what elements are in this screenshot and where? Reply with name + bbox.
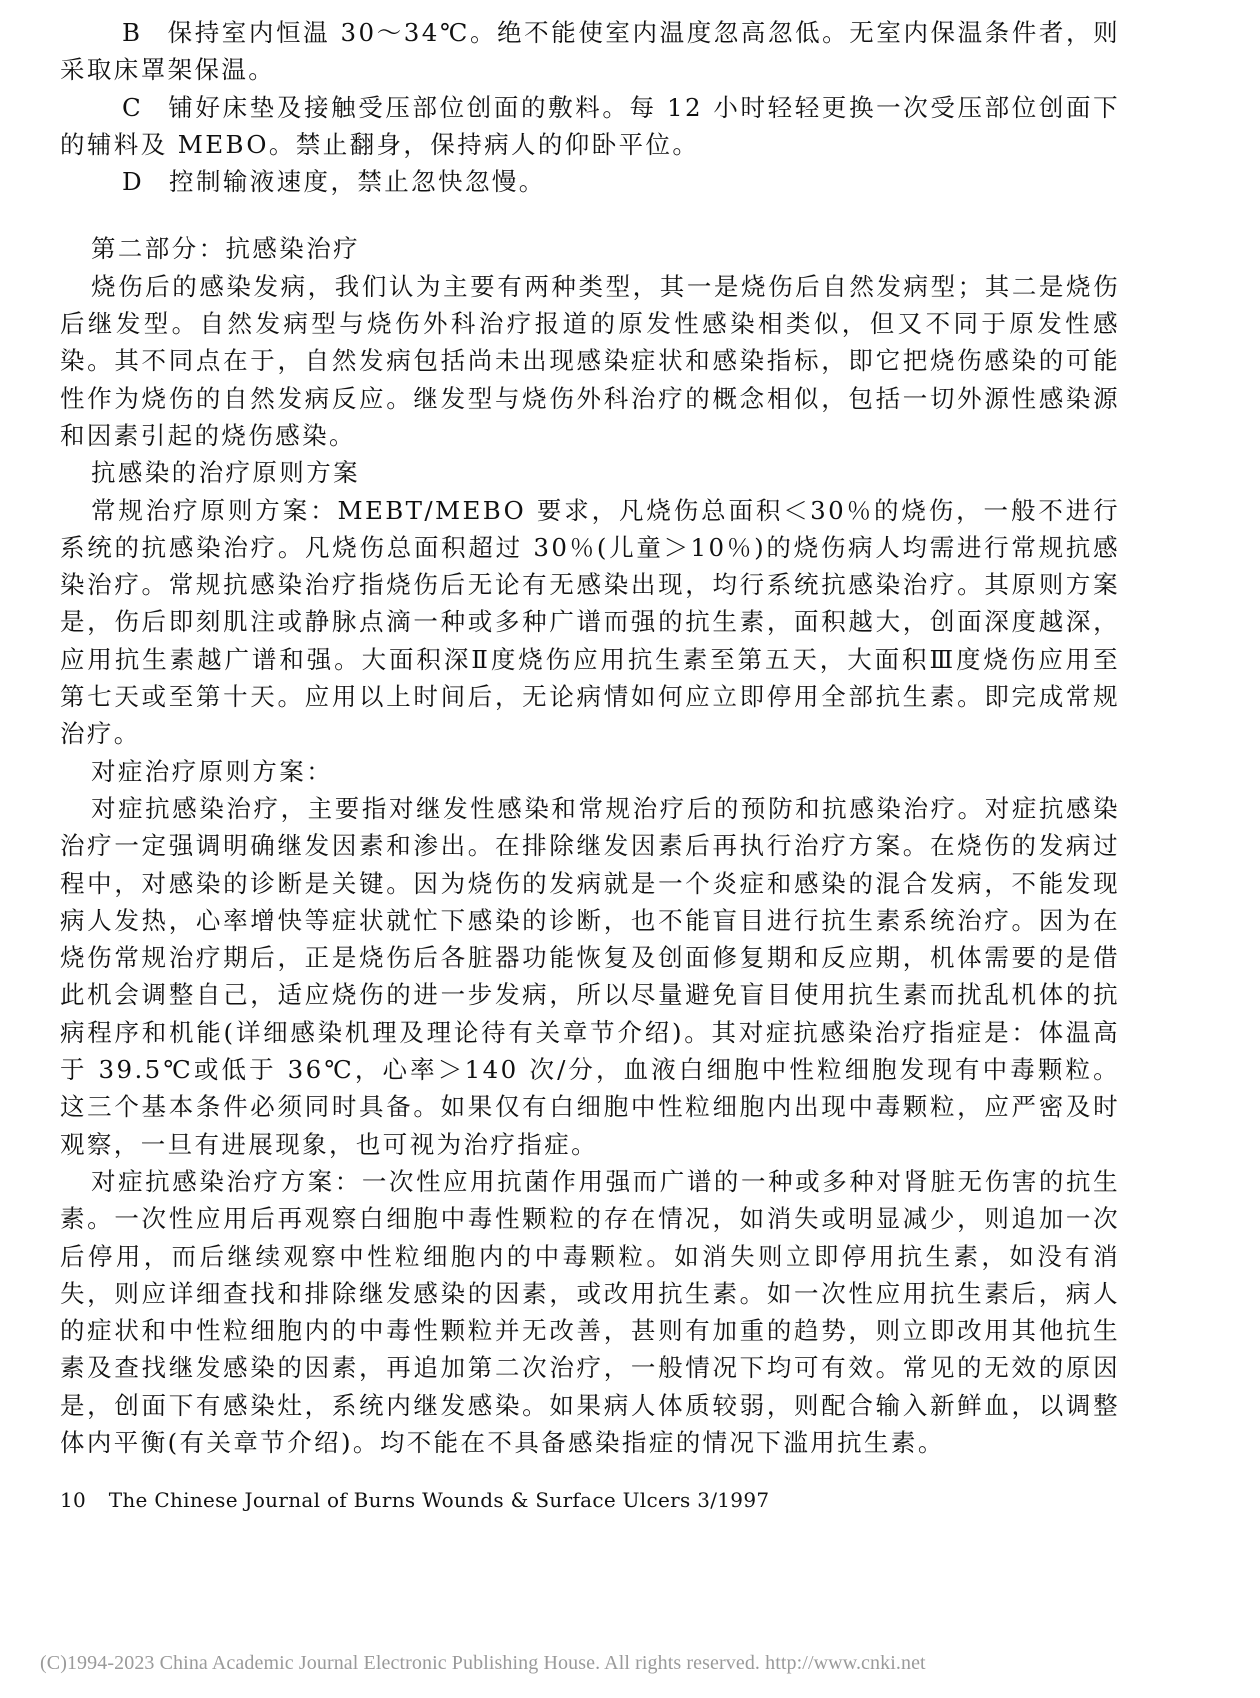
intro-paragraph: 烧伤后的感染发病，我们认为主要有两种类型，其一是烧伤后自然发病型；其二是烧伤后继发型。自然发病型与烧伤外科治疗报道的原发性感染相类似，但又不同于原发性感染。其不同点在于，自然发病包括尚未出现感染症状和感染指标，即它把烧伤感染的可能性作为烧伤的自然发病反应。继发型与烧伤外科治疗的概念相似，包括一切外源性感染源和因素引起的烧伤感染。	[60, 271, 1120, 450]
item-label: B	[122, 18, 143, 47]
list-item-c	[60, 89, 1120, 164]
item-label: D	[122, 167, 145, 197]
journal-citation: The Chinese Journal of Burns Wounds & Surface Ulcers 3/1997	[108, 1488, 770, 1512]
routine-paragraph: 常规治疗原则方案：MEBT/MEBO 要求，凡烧伤总面积＜30％的烧伤，一般不进行系统的抗感染治疗。凡烧伤总面积超过 30％(儿童＞10％)的烧伤病人均需进行常规抗感染治疗。常规抗感染治疗指烧伤后无论有无感染出现，均行系统抗感染治疗。其原则方案是，伤后即刻肌注或静脉点滴一种或多种广谱而强的抗生素，面积越大，创面深度越深，应用抗生素越广谱和强。大面积深Ⅱ度烧伤应用抗生素至第五天，大面积Ⅲ度烧伤应用至第七天或至第十天。应用以上时间后，无论病情如何应立即停用全部抗生素。即完成常规治疗。	[60, 495, 1120, 749]
item-label: C	[122, 92, 144, 122]
list-item-b	[60, 14, 1120, 89]
list-item-d	[60, 163, 1120, 200]
page-number: 10	[60, 1488, 87, 1512]
section-gap	[60, 200, 1120, 230]
subheading-principles: 抗感染的治疗原则方案	[91, 458, 360, 488]
copyright-notice: (C)1994-2023 China Academic Journal Electronic Publishing House. All rights reserved. http://www.cnki.net	[40, 1652, 926, 1674]
section-title: 第二部分：抗感染治疗	[91, 234, 360, 264]
article-body	[60, 14, 1120, 1461]
plan-paragraph: 对症抗感染治疗方案：一次性应用抗菌作用强而广谱的一种或多种对肾脏无伤害的抗生素。一次性应用后再观察白细胞中毒性颗粒的存在情况，如消失或明显减少，则追加一次后停用，而后继续观察中性粒细胞内的中毒颗粒。如消失则立即停用抗生素，如没有消失，则应详细查找和排除继发感染的因素，或改用抗生素。如一次性应用抗生素后，病人的症状和中性粒细胞内的中毒性颗粒并无改善，甚则有加重的趋势，则立即改用其他抗生素及查找继发感染的因素，再追加第二次治疗，一般情况下均可有效。常见的无效的原因是，创面下有感染灶，系统内继发感染。如果病人体质较弱，则配合输入新鲜血，以调整体内平衡(有关章节介绍)。均不能在不具备感染指症的情况下滥用抗生素。	[60, 1166, 1120, 1457]
subheading-symptomatic: 对症治疗原则方案：	[91, 756, 334, 786]
item-text: 保持室内恒温 30～34℃。绝不能使室内温度忽高忽低。无室内保温条件者，则采取床罩架保温。	[60, 18, 1120, 85]
item-text: 铺好床垫及接触受压部位创面的敷料。每 12 小时轻轻更换一次受压部位创面下的辅料及 MEBO。禁止翻身，保持病人的仰卧平位。	[60, 92, 1120, 159]
symptomatic-paragraph: 对症抗感染治疗，主要指对继发性感染和常规治疗后的预防和抗感染治疗。对症抗感染治疗一定强调明确继发因素和渗出。在排除继发因素后再执行治疗方案。在烧伤的发病过程中，对感染的诊断是关键。因为烧伤的发病就是一个炎症和感染的混合发病，不能发现病人发热，心率增快等症状就忙下感染的诊断，也不能盲目进行抗生素系统治疗。因为在烧伤常规治疗期后，正是烧伤后各脏器功能恢复及创面修复期和反应期，机体需要的是借此机会调整自己，适应烧伤的进一步发病，所以尽量避免盲目使用抗生素而扰乱机体的抗病程序和机能(详细感染机理及理论待有关章节介绍)。其对症抗感染治疗指症是：体温高于 39.5℃或低于 36℃，心率＞140 次/分，血液白细胞中性粒细胞发现有中毒颗粒。这三个基本条件必须同时具备。如果仅有白细胞中性粒细胞内出现中毒颗粒，应严密及时观察，一旦有进展现象，也可视为治疗指症。	[60, 793, 1120, 1159]
item-text: 控制输液速度，禁止忽快忽慢。	[169, 167, 546, 197]
running-footer	[60, 1488, 769, 1512]
